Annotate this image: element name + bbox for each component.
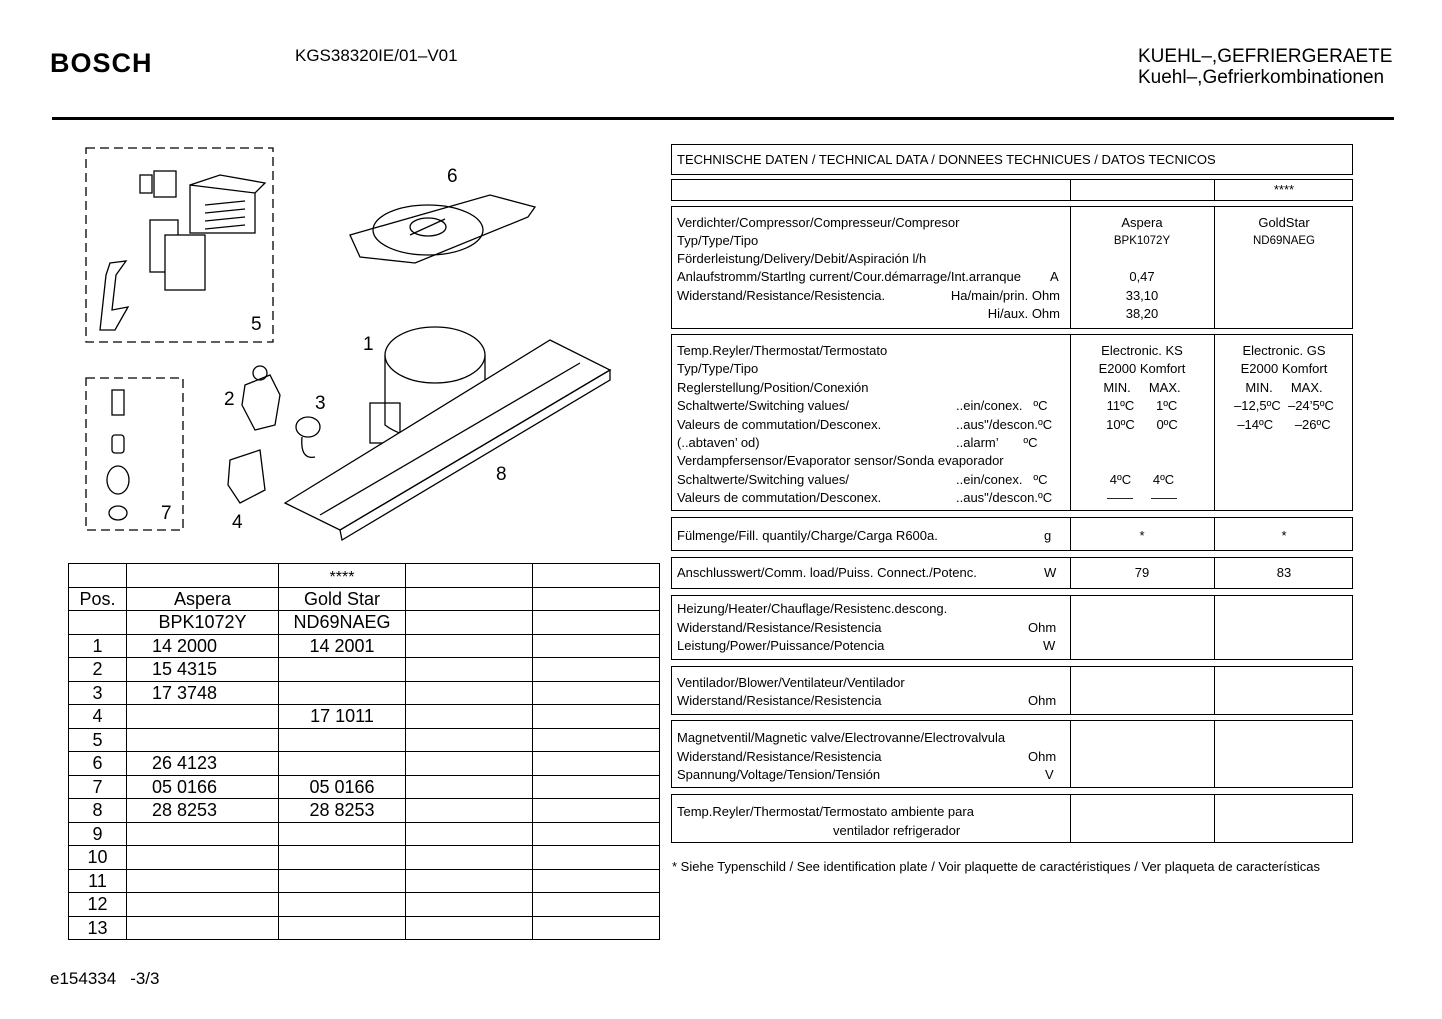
part-7-grommet-set-icon bbox=[107, 390, 129, 520]
category-line-2: Kuehl–,Gefrierkombinationen bbox=[1138, 67, 1385, 88]
table-header-row bbox=[69, 564, 660, 588]
footnote: * Siehe Typenschild / See identification plate / Voir plaquette de caractéristiques / Ver plaqueta de características bbox=[672, 859, 1320, 874]
exploded-parts-diagram bbox=[70, 135, 650, 545]
table-row: 2 15 4315 bbox=[69, 658, 660, 682]
table-row: 10 bbox=[69, 846, 660, 870]
callout-2: 2 bbox=[224, 389, 235, 410]
col1-model: BPK1072Y bbox=[127, 611, 279, 635]
connected-load-box: Anschlusswert/Comm. load/Puiss. Connect./Potenc. W 79 83 bbox=[671, 557, 1353, 589]
callout-8: 8 bbox=[496, 464, 507, 485]
table-row: 7 05 0166 05 0166 bbox=[69, 775, 660, 799]
pos-header: Pos. bbox=[69, 587, 127, 611]
callout-3: 3 bbox=[315, 393, 326, 414]
part-2-thermostat-icon bbox=[242, 366, 280, 430]
part-5-relay-icon bbox=[100, 171, 265, 330]
fan-box: Ventilador/Blower/Ventilateur/Ventilador Widerstand/Resistance/Resistencia Ohm bbox=[671, 666, 1353, 715]
fill-quantity-box: Fülmenge/Fill. quantily/Charge/Carga R600a. g * * bbox=[671, 517, 1353, 551]
table-row: 13 bbox=[69, 916, 660, 940]
table-row: 11 bbox=[69, 869, 660, 893]
part-4-clip-icon bbox=[228, 450, 265, 503]
parts-table bbox=[68, 563, 660, 940]
category-line-1: KUEHL–,GEFRIERGERAETE bbox=[1138, 46, 1393, 67]
compressor-box: Verdichter/Compressor/Compresseur/Compresor Aspera GoldStar Typ/Type/Tipo BPK1072Y ND69NAEG Förderleistung/Delivery/Debit/Aspiración l/h Anlaufstromm/Startlng current/Cour.démarrage/Int.arranque A 0,47 Widerstand/Resistance/Resistencia. Ha/main/prin. Ohm 33,10 Hi/aux. Ohm 38,20 bbox=[671, 206, 1353, 329]
table-header-row bbox=[69, 587, 660, 611]
heater-box: Heizung/Heater/Chauflage/Resistenc.descong. Widerstand/Resistance/Resistencia Ohm Leistung/Power/Puissance/Potencia W bbox=[671, 595, 1353, 660]
page-number: -3/3 bbox=[130, 969, 160, 988]
ambient-thermostat-box: Temp.Reyler/Thermostat/Termostato ambiente para ventilador refrigerador bbox=[671, 794, 1353, 843]
tech-title: TECHNISCHE DATEN / TECHNICAL DATA / DONNEES TECHNICUES / DATOS TECNICOS bbox=[677, 152, 1216, 167]
callout-7: 7 bbox=[161, 503, 172, 524]
tech-stars: **** bbox=[1273, 182, 1295, 197]
col1-name: Aspera bbox=[127, 587, 279, 611]
callout-4: 4 bbox=[232, 512, 243, 533]
table-row: 9 bbox=[69, 822, 660, 846]
thermostat-box: Temp.Reyler/Thermostat/Termostato Electronic. KS Electronic. GS Typ/Type/Tipo E2000 Komfort E2000 Komfort Reglerstellung/Position/Conexión MIN. MAX. MIN. MAX. Schaltwerte/Switching values/ ..ein/conex. ºC 11ºC 1ºC –12,5ºC –24’5ºC Valeurs de commutation/Desconex. ..aus"/descon.ºC 10ºC 0ºC –14ºC –26ºC (..abtaven’ od) ..alarm’ ºC Verdampfersensor/Evaporator sensor/Sonda evaporador Schaltwerte/Switching values/ ..ein/conex. ºC 4ºC 4ºC Valeurs de commutation/Desconex. ..aus"/descon.ºC —— —— bbox=[671, 334, 1353, 511]
table-row: 3 17 3748 bbox=[69, 681, 660, 705]
magnetic-valve-box: Magnetventil/Magnetic valve/Electrovanne/Electrovalvula Widerstand/Resistance/Resistencia Ohm Spannung/Voltage/Tension/Tensión V bbox=[671, 720, 1353, 788]
tech-title-box bbox=[671, 144, 1353, 175]
model-number: KGS38320IE/01–V01 bbox=[295, 46, 458, 65]
callout-5: 5 bbox=[251, 314, 262, 335]
header-stars: **** bbox=[279, 564, 406, 588]
part-3-cap-icon bbox=[296, 417, 320, 457]
tech-header-box bbox=[671, 179, 1353, 201]
part-6-fan-cover-icon bbox=[350, 195, 535, 263]
table-row: 4 17 1011 bbox=[69, 705, 660, 729]
document-id: e154334 -3/3 bbox=[50, 969, 160, 988]
table-row: 12 bbox=[69, 893, 660, 917]
callout-1: 1 bbox=[363, 334, 374, 355]
col2-model: ND69NAEG bbox=[279, 611, 406, 635]
callout-6: 6 bbox=[447, 166, 458, 187]
header-divider bbox=[52, 117, 1394, 120]
brand-logo: BOSCH bbox=[50, 48, 153, 78]
table-row: 8 28 8253 28 8253 bbox=[69, 799, 660, 823]
table-row: 1 14 2000 14 2001 bbox=[69, 634, 660, 658]
table-header-row bbox=[69, 611, 660, 635]
table-row: 5 bbox=[69, 728, 660, 752]
col2-name: Gold Star bbox=[279, 587, 406, 611]
table-row: 6 26 4123 bbox=[69, 752, 660, 776]
